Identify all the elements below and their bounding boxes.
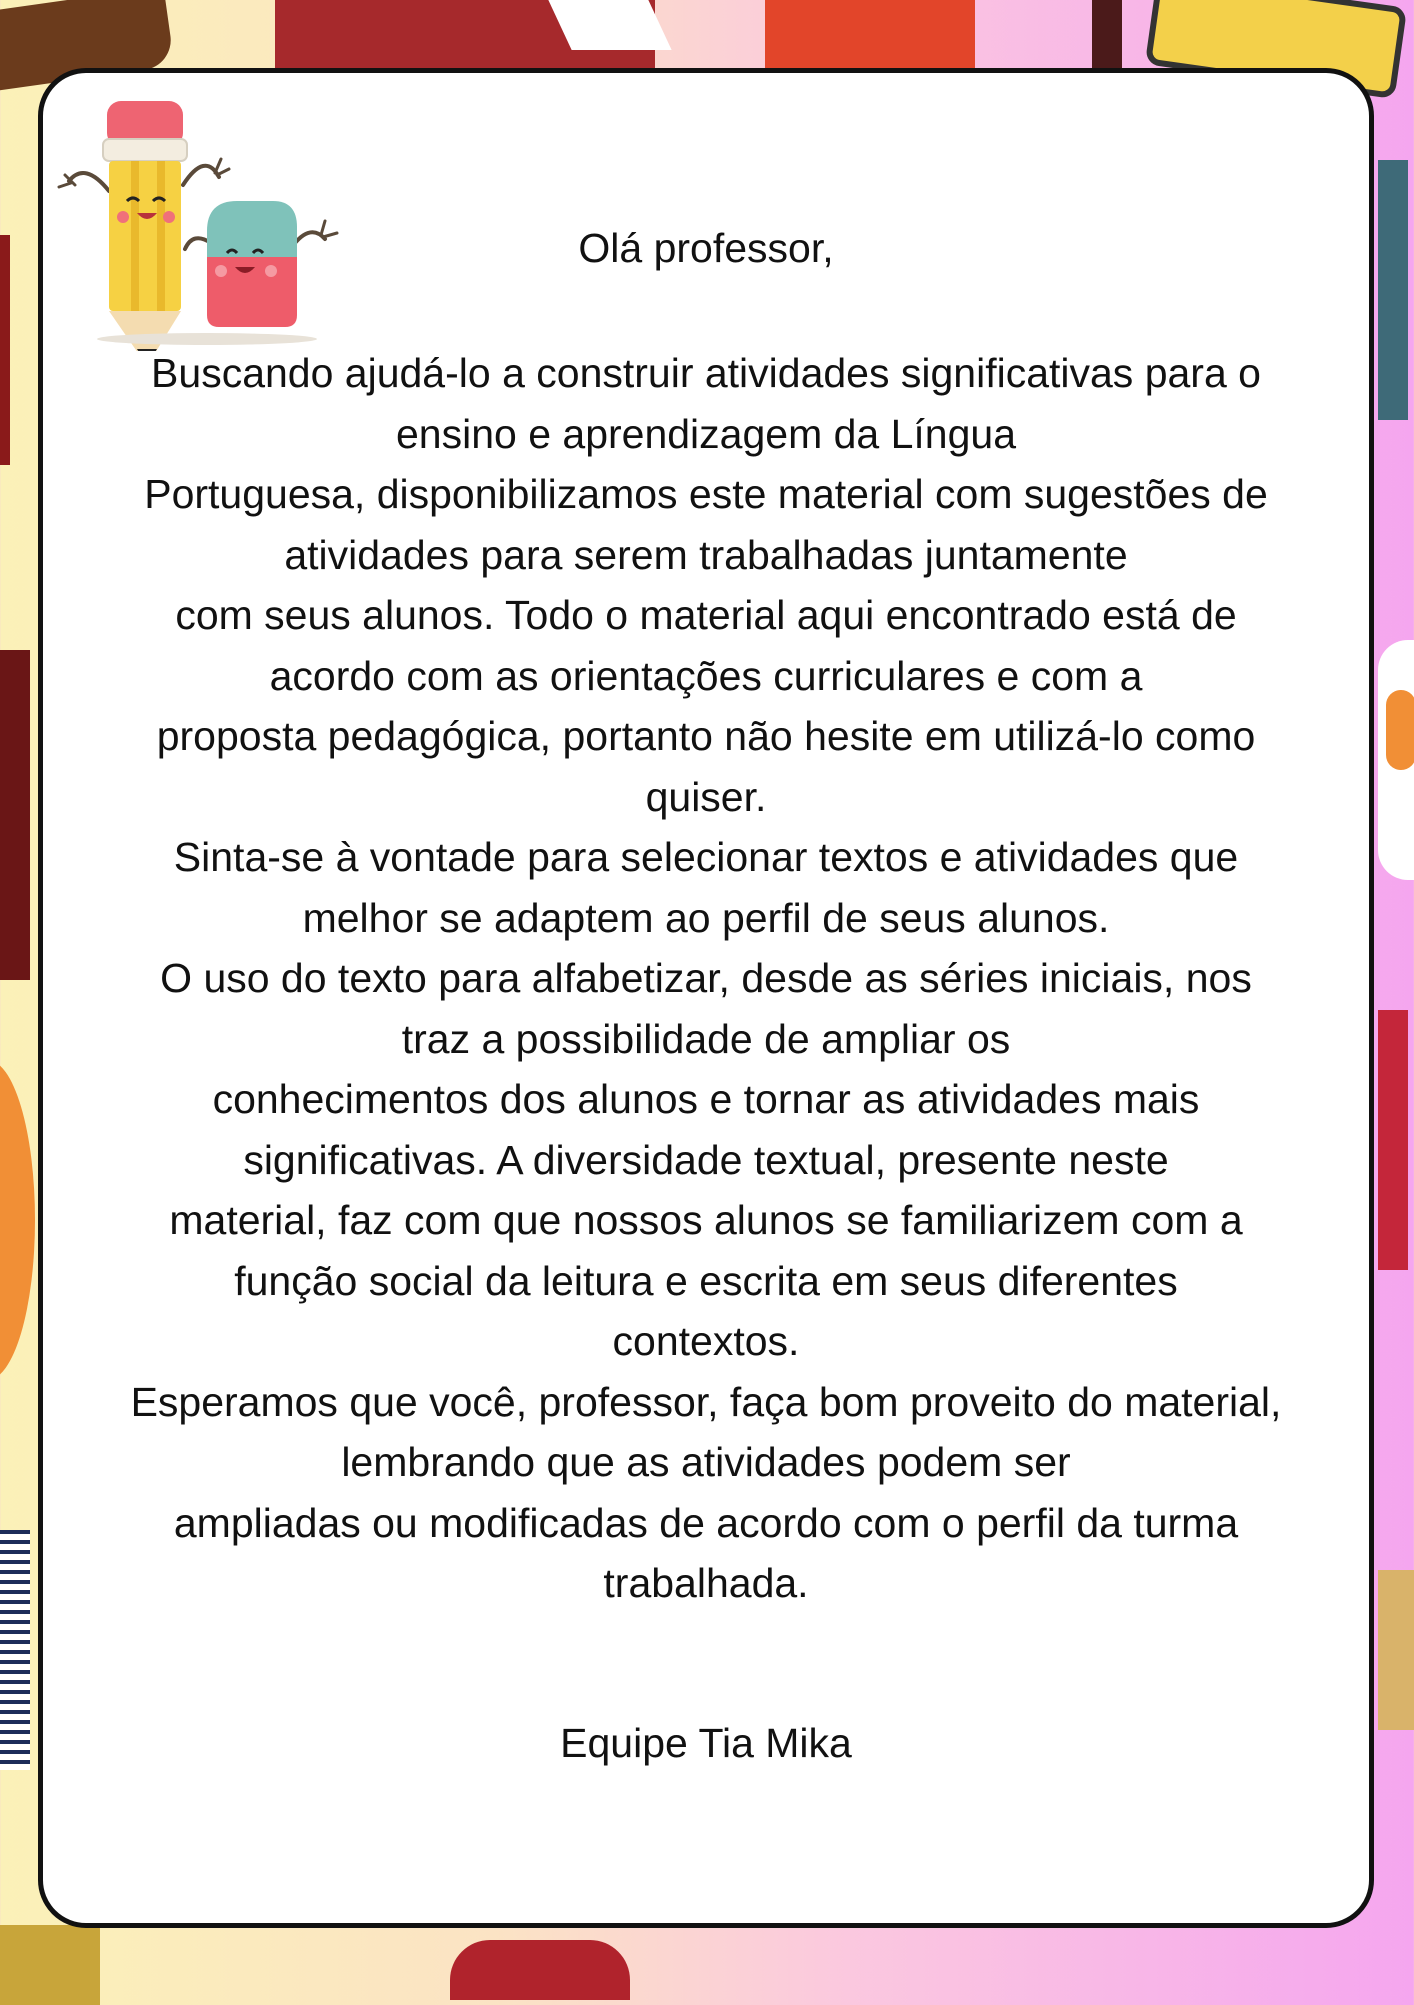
background-decoration-left-maroon-book [0, 650, 30, 980]
background-decoration-right-palette-dot [1386, 690, 1414, 770]
letter-line: Sinta-se à vontade para selecionar textos e atividades que [173, 834, 1239, 880]
background-decoration-top-orange-book [765, 0, 975, 70]
letter-line: melhor se adaptem ao perfil de seus alunos. [302, 894, 1110, 941]
letter-card [38, 68, 1374, 1928]
letter-line: quiser. [645, 773, 767, 820]
background-decoration-bottom-left-book [0, 1925, 100, 2005]
letter-greeting: Olá professor, [578, 225, 834, 271]
letter-line: atividades para serem trabalhadas juntamente [284, 531, 1128, 578]
background-decoration-right-teal-pencil [1378, 160, 1408, 420]
background-decoration-left-notebook [0, 1530, 30, 1770]
letter-line: significativas. A diversidade textual, presente neste [243, 1136, 1169, 1183]
letter-line: ampliadas ou modificadas de acordo com o perfil da turma [173, 1499, 1239, 1546]
letter-body [63, 343, 1349, 1614]
letter-line: ensino e aprendizagem da Língua [395, 410, 1017, 457]
letter-line: O uso do texto para alfabetizar, desde as séries iniciais, nos [160, 955, 1252, 1001]
letter-line: função social da leitura e escrita em seus diferentes [234, 1257, 1178, 1304]
background-decoration-right-red-book [1378, 1010, 1408, 1270]
mascot-illustration [57, 81, 347, 351]
letter-line: Esperamos que você, professor, faça bom proveito do material, [130, 1378, 1282, 1425]
background-decoration-left-red-book [0, 235, 10, 465]
letter-line: proposta pedagógica, portanto não hesite em utilizá-lo como [156, 713, 1256, 759]
letter-line: com seus alunos. Todo o material aqui encontrado está de [175, 592, 1237, 638]
background-decoration-top-dark-stripe [1092, 0, 1122, 70]
letter-line: conhecimentos dos alunos e tornar as atividades mais [212, 1076, 1200, 1122]
letter-line: acordo com as orientações curriculares e com a [269, 652, 1143, 699]
letter-line: lembrando que as atividades podem ser [341, 1439, 1071, 1485]
letter-line: Portuguesa, disponibilizamos este material com sugestões de [144, 471, 1268, 517]
letter-line: traz a possibilidade de ampliar os [401, 1015, 1011, 1062]
letter-line: contextos. [612, 1318, 800, 1364]
letter-line: Buscando ajudá-lo a construir atividades significativas para o [151, 350, 1261, 396]
letter-signature: Equipe Tia Mika [560, 1720, 852, 1766]
background-decoration-right-ruler [1378, 1570, 1414, 1730]
letter-line: trabalhada. [603, 1560, 809, 1606]
letter-line: material, faz com que nossos alunos se familiarizem com a [169, 1197, 1243, 1243]
background-decoration-bottom-red-shape [450, 1940, 630, 2000]
background-decoration-left-orange-shape [0, 1060, 35, 1380]
